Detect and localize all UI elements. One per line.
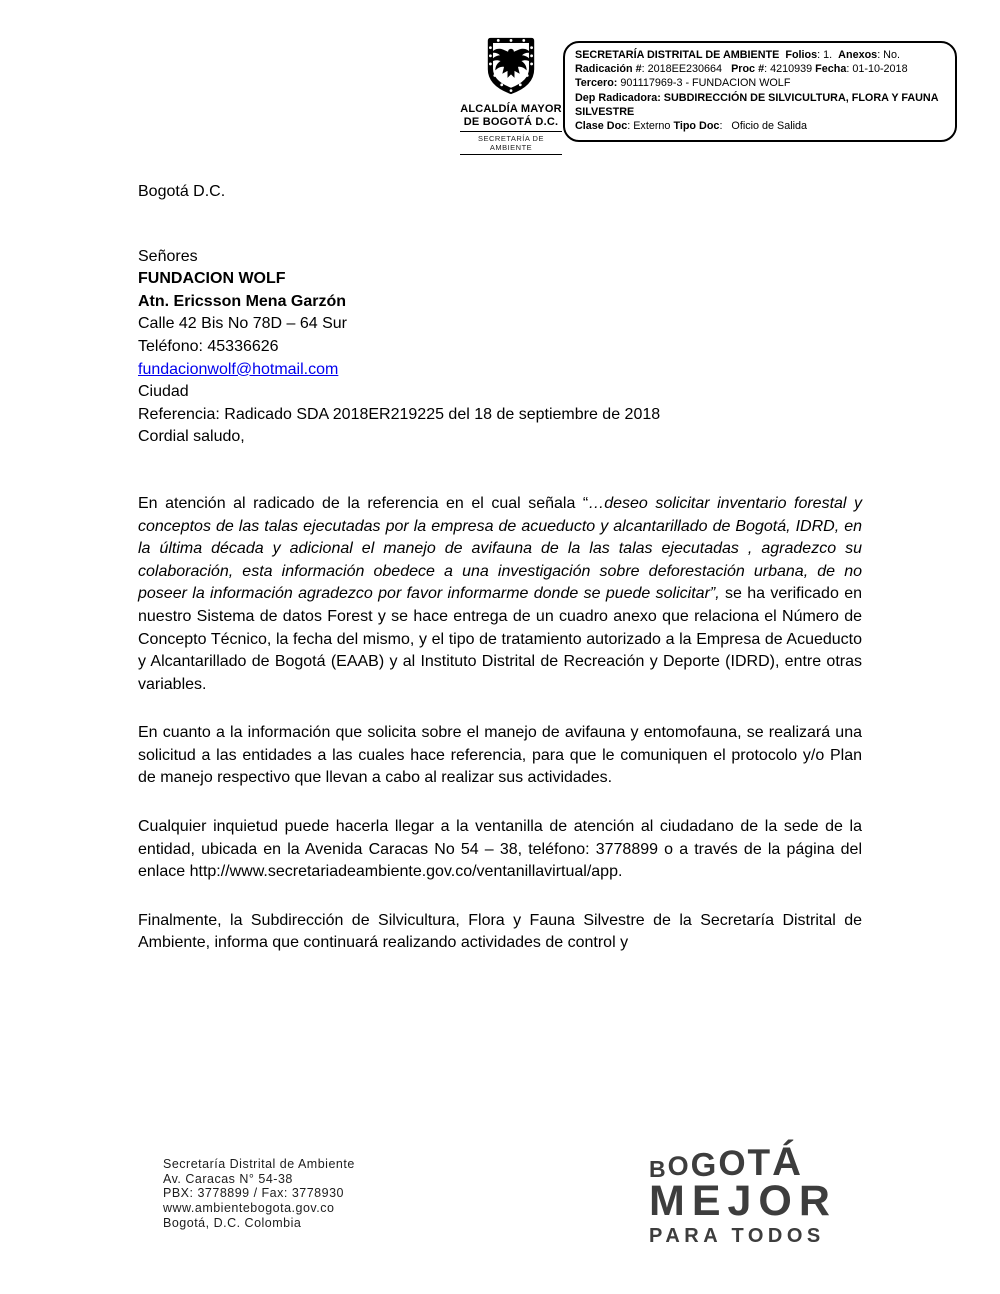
footer-info-line: PBX: 3778899 / Fax: 3778930: [163, 1186, 344, 1201]
crest-divider: [460, 131, 562, 132]
stamp-line: Radicación #: 2018EE230664 Proc #: 4210939 Fecha: 01-10-2018: [575, 63, 908, 76]
slogan-word-bogota: B O G O T Á: [649, 1140, 802, 1184]
letter-paragraphs: [138, 493, 862, 955]
footer-info-line: Secretaría Distrital de Ambiente: [163, 1157, 355, 1171]
recipient-address: Calle 42 Bis No 78D – 64 Sur: [138, 315, 347, 333]
stamp-line: Tercero: 901117969-3 - FUNDACION WOLF: [575, 77, 791, 90]
letter-paragraph: En atención al radicado de la referencia en el cual señala “…deseo solicitar inventario forestal y conceptos de las talas ejecutadas por la empresa de acueducto y alcantarillado de Bogotá, IDRD, en la última década y adicional el manejo de avifauna de la las talas ejecutadas , agradezco su colaboración, esta información obedece a una investigación sobre deforestación urbana, de no poseer la información agradezco por favor informarme donde se puede solicitar”, se ha verificado en nuestro Sistema de datos Forest y se hace entrega de un cuadro anexo que relaciona el Número de Concepto Técnico, la fecha del mismo, y el tipo de tratamiento autorizado a la Empresa de Acueducto y Alcantarillado de Bogotá (EAAB) y al Instituto Distrital de Recreación y Deporte (IDRD), entre otras variables.: [138, 494, 863, 693]
city-date-line: Bogotá D.C.: [138, 183, 226, 200]
recipient-phone: Teléfono: 45336626: [138, 337, 279, 355]
letter-body: [138, 181, 862, 955]
stamp-line: Dep Radicadora: SUBDIRECCIÓN DE SILVICULTURA, FLORA Y FAUNA: [575, 91, 939, 104]
bogota-mejor-para-todos-logo: [649, 1140, 864, 1247]
crest-org-line1: ALCALDÍA MAYOR: [460, 103, 562, 115]
radication-stamp-box: [563, 41, 957, 142]
recipient-name: FUNDACION WOLF: [138, 270, 286, 288]
slogan-word-mejor: MEJOR: [649, 1177, 837, 1225]
crest-subtitle: SECRETARÍA DE AMBIENTE: [478, 134, 544, 152]
reference-line: Referencia: Radicado SDA 2018ER219225 del 18 de septiembre de 2018: [138, 405, 661, 423]
footer-info-line: Av. Caracas N° 54-38: [163, 1171, 293, 1186]
footer-info-line: www.ambientebogota.gov.co: [163, 1201, 335, 1216]
greeting-line: Cordial saludo,: [138, 428, 245, 446]
recipient-salutation: Señores: [138, 247, 198, 265]
recipient-attn: Atn. Ericsson Mena Garzón: [138, 292, 347, 310]
stamp-line: Clase Doc: Externo Tipo Doc: Oficio de Salida: [575, 120, 808, 133]
stamp-line: SECRETARÍA DISTRITAL DE AMBIENTE Folios: 1. Anexos: No.: [575, 49, 900, 61]
bogota-shield-icon: [482, 36, 540, 100]
letter-paragraph: Finalmente, la Subdirección de Silvicultura, Flora y Fauna Silvestre de la Secretaría Distrital de Ambiente, informa que continuará realizando actividades de control y: [138, 911, 862, 952]
recipient-block: [138, 246, 862, 404]
crest-divider-bottom: [460, 154, 562, 155]
recipient-email-link[interactable]: fundacionwolf@hotmail.com: [138, 360, 339, 378]
letter-paragraph: En cuanto a la información que solicita sobre el manejo de avifauna y entomofauna, se realizará una solicitud a las entidades a las cuales hace referencia, para que le comuniquen el protocolo y/o Plan de manejo respectivo que llevan a cabo al realizar sus actividades.: [138, 724, 862, 787]
alcaldia-crest: [460, 36, 562, 155]
slogan-word-paratodos: PARA TODOS: [649, 1225, 825, 1247]
crest-org-line2: DE BOGOTÁ D.C.: [463, 115, 559, 128]
stamp-line: SILVESTRE: [575, 105, 635, 118]
letter-paragraph: Cualquier inquietud puede hacerla llegar a la ventanilla de atención al ciudadano de la sede de la entidad, ubicada en la Avenida Caracas No 54 – 38, teléfono: 3778899 o a través de la página del enlace http://www.secretariadeambiente.gov.co/ventanillavirtual/app.: [138, 818, 862, 881]
footer-contact-block: [163, 1157, 355, 1231]
footer-info-line: Bogotá, D.C. Colombia: [163, 1215, 302, 1230]
recipient-city: Ciudad: [138, 383, 189, 401]
